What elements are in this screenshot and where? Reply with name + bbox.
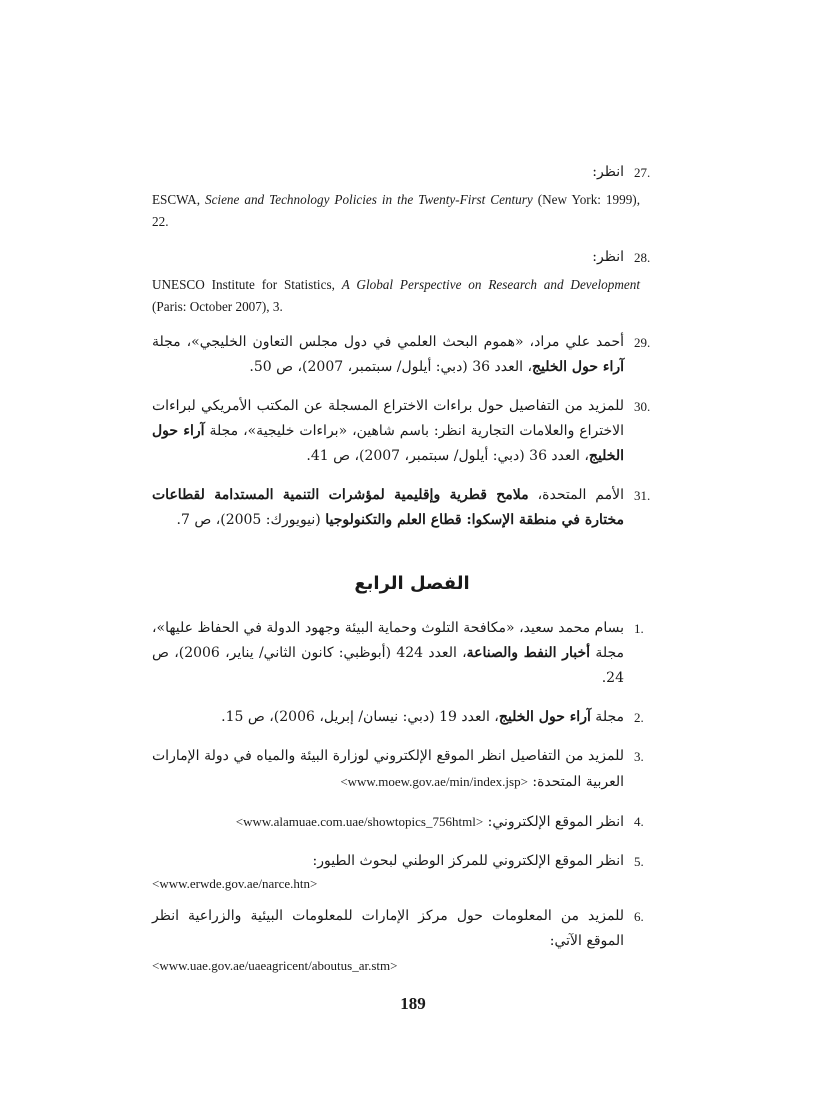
- endnote-29-text: [152, 330, 672, 380]
- chapter-note-3-part1: للمزيد من التفاصيل انظر الموقع الإلكتروني لوزارة البيئة والمياه في دولة الإمارات العربية المتحدة:: [152, 748, 624, 790]
- endnote-27-arabic: [152, 160, 672, 185]
- chapter-note-1-journal: أخبار النفط والصناعة: [466, 645, 591, 661]
- endnote-31-title: ملامح قطرية وإقليمية لمؤشرات التنمية المستدامة لقطاعات مختارة في منطقة الإسكوا: قطاع العلم والتكنولوجيا: [152, 487, 624, 528]
- endnote-28-citation: [152, 274, 640, 318]
- chapter-note-6-url[interactable]: <www.uae.gov.ae/uaeagricent/aboutus_ar.stm>: [152, 958, 398, 973]
- endnote-27-publication: (New York: 1999), 22.: [152, 192, 640, 229]
- endnote-27-number: 27.: [634, 165, 651, 180]
- chapter-note-3-number: 3.: [634, 749, 644, 764]
- endnote-30-number: 30.: [634, 399, 651, 414]
- endnote-29-part1: أحمد علي مراد، «هموم البحث العلمي في دول مجلس التعاون الخليجي»، مجلة: [152, 334, 624, 350]
- endnote-31-text: [152, 483, 672, 533]
- chapter-heading: الفصل الرابع: [354, 573, 470, 594]
- endnote-29-number: 29.: [634, 335, 651, 350]
- chapter-note-5-url[interactable]: <www.erwde.gov.ae/narce.htn>: [152, 876, 318, 891]
- chapter-note-5-text: [152, 849, 672, 874]
- chapter-note-6-number: 6.: [634, 909, 644, 924]
- chapter-note-4-url[interactable]: <www.alamuae.com.uae/showtopics_756html>: [235, 814, 484, 829]
- endnote-30-text: [152, 394, 672, 469]
- chapter-note-3-text: [152, 744, 672, 795]
- chapter-note-4-number: 4.: [634, 814, 644, 829]
- chapter-note-4: [152, 809, 672, 835]
- endnote-29-journal: آراء حول الخليج: [531, 359, 624, 375]
- chapter-note-1-part2: ، العدد 424 (أبوظبي: كانون الثاني/ يناير، 2006)، ص 24.: [152, 645, 624, 686]
- endnote-31-number: 31.: [634, 488, 651, 503]
- endnote-28-title: A Global Perspective on Research and Development: [341, 277, 640, 292]
- chapter-note-1-part1: بسام محمد سعيد، «مكافحة التلوث وحماية البيئة وجهود الدولة في الحفاظ عليها»، مجلة: [152, 620, 625, 661]
- endnote-27-lead: انظر:: [592, 164, 624, 180]
- endnote-28: [152, 245, 672, 318]
- endnote-30-part2: ، العدد 36 (دبي: أيلول/ سبتمبر، 2007)، ص 41.: [306, 448, 589, 464]
- endnote-31-part1: الأمم المتحدة،: [528, 487, 624, 503]
- chapter-note-4-part1: انظر الموقع الإلكتروني:: [483, 814, 624, 830]
- endnote-29-part2: ، العدد 36 (دبي: أيلول/ سبتمبر، 2007)، ص 50.: [249, 359, 532, 375]
- endnote-27-author: ESCWA,: [152, 192, 205, 207]
- chapter-note-2-text: [152, 705, 672, 730]
- chapter-note-5: [152, 849, 672, 892]
- endnote-31-part2: (نيويورك: 2005)، ص 7.: [176, 512, 326, 528]
- page-number: 189: [400, 994, 426, 1013]
- endnote-28-author: UNESCO Institute for Statistics,: [152, 277, 342, 292]
- chapter-note-3-url[interactable]: <www.moew.gov.ae/min/index.jsp>: [340, 774, 528, 789]
- chapter-note-6-text: [152, 904, 672, 954]
- endnote-28-publication: (Paris: October 2007), 3.: [152, 299, 283, 314]
- chapter-note-1-number: 1.: [634, 621, 644, 636]
- endnote-28-lead: انظر:: [592, 249, 624, 265]
- endnote-27-title: Sciene and Technology Policies in the Twenty-First Century: [204, 192, 533, 207]
- endnote-29: [152, 330, 672, 380]
- chapter-note-1: [152, 616, 672, 691]
- endnote-27-citation: [152, 189, 640, 233]
- chapter-note-6-part1: للمزيد من المعلومات حول مركز الإمارات للمعلومات البيئية والزراعية انظر الموقع الآتي:: [152, 908, 624, 949]
- endnote-27: [152, 160, 672, 233]
- chapter-note-2: [152, 705, 672, 730]
- endnote-30: [152, 394, 672, 469]
- endnote-30-part1: للمزيد من التفاصيل حول براءات الاختراع المسجلة عن المكتب الأمريكي لبراءات الاختراع والعلامات التجارية انظر: باسم شاهين، «براءات خليجية»، مجلة: [152, 398, 624, 439]
- endnote-31: [152, 483, 672, 533]
- chapter-note-4-text: [152, 809, 672, 835]
- chapter-note-3: [152, 744, 672, 795]
- chapter-note-5-part1: انظر الموقع الإلكتروني للمركز الوطني لبحوث الطيور:: [312, 853, 624, 869]
- chapter-note-2-part2: ، العدد 19 (دبي: نيسان/ إبريل، 2006)، ص 15.: [221, 709, 499, 725]
- endnote-30-journal: آراء حول الخليج: [152, 423, 624, 464]
- chapter-note-5-number: 5.: [634, 854, 644, 869]
- notes-column: [152, 160, 672, 974]
- endnote-28-number: 28.: [634, 250, 651, 265]
- endnote-28-arabic: [152, 245, 672, 270]
- chapter-note-6: [152, 904, 672, 974]
- chapter-note-1-text: [152, 616, 672, 691]
- chapter-note-2-journal: آراء حول الخليج: [498, 709, 591, 725]
- chapter-note-2-part1: مجلة: [590, 709, 624, 725]
- chapter-note-2-number: 2.: [634, 710, 644, 725]
